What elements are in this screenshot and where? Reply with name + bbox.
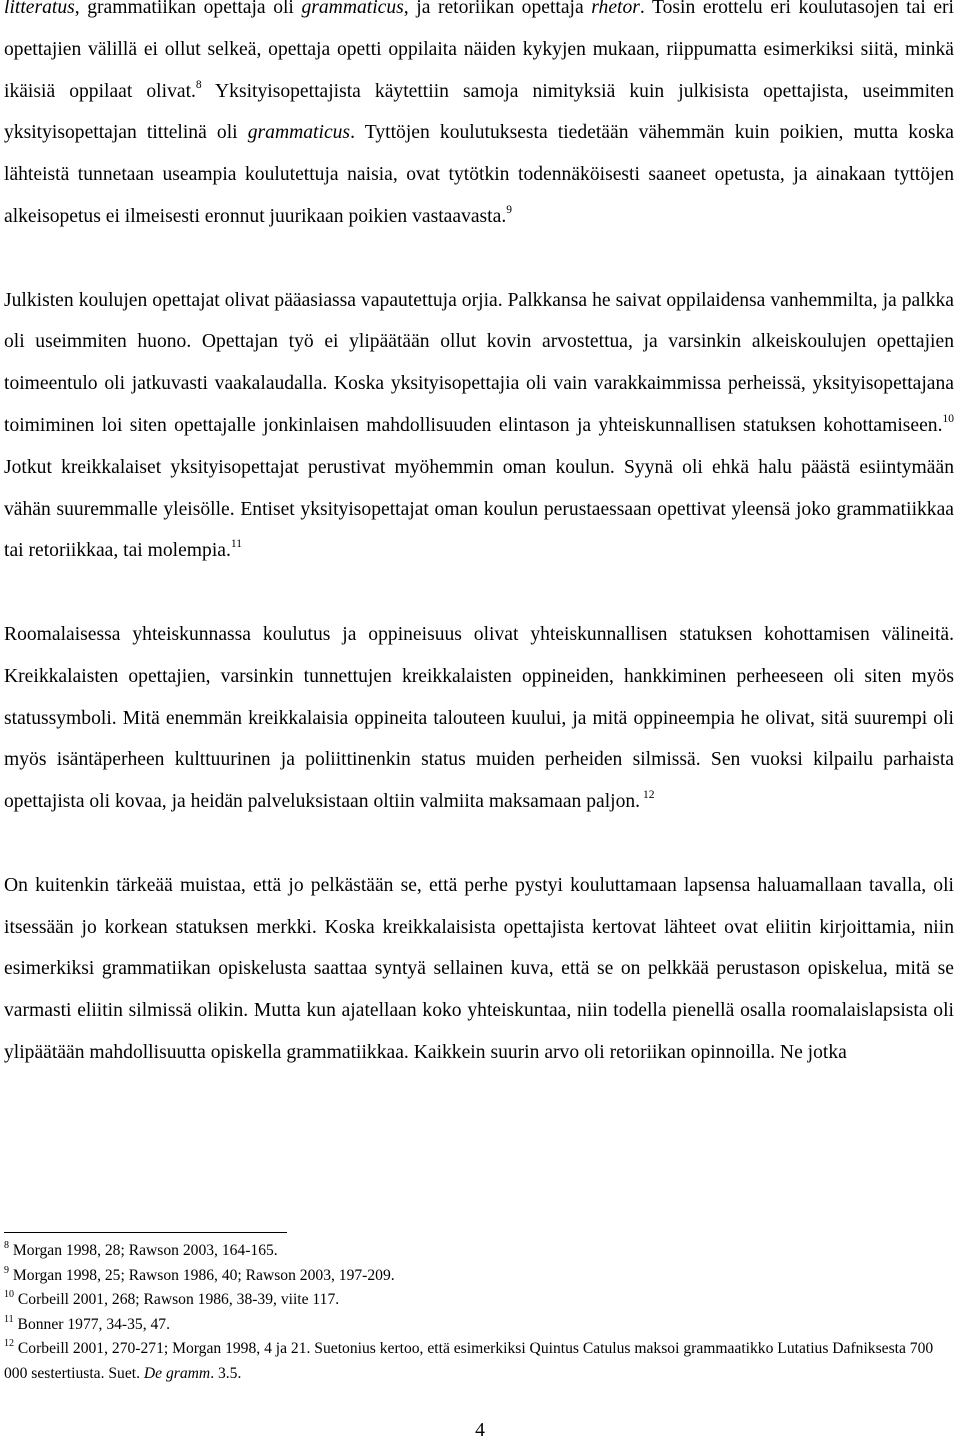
page-number: 4: [475, 1420, 485, 1441]
footnote-number: 9: [4, 1264, 9, 1276]
paragraph-2: [4, 280, 954, 573]
paragraph-text: , grammatiikan opettaja oli: [74, 0, 302, 18]
footnote-8: [4, 1239, 954, 1264]
footnote-number: 10: [4, 1289, 14, 1301]
footnote-text: Morgan 1998, 25; Rawson 1986, 40; Rawson 2003, 197-209.: [12, 1266, 395, 1284]
footnote-12: [4, 1337, 954, 1386]
footnote-text: . 3.5.: [210, 1364, 242, 1382]
footnote-number: 11: [4, 1313, 14, 1325]
footnote-11: [4, 1313, 954, 1338]
paragraph-italic-text: rhetor: [591, 0, 640, 18]
paragraph-italic-text: grammaticus: [247, 122, 351, 144]
footnote-10: [4, 1288, 954, 1313]
footnote-number: 8: [4, 1240, 9, 1251]
paragraph-text: . Tyttöjen koulutuksesta tiedetään vähemmän kuin poikien, mutta koska lähteistä tunnetaan useampia koulutettuja naisia, ovat tytötkin todennäköisesti saaneet opetusta, ja ainakaan tyttöjen alkeisopetus ei ilmeisesti eronnut juurikaan poikien vastaavasta.: [4, 122, 954, 227]
paragraph-text: . Tosin erottelu eri koulutasojen tai eri opettajien välillä ei ollut selkeä, opettaja opetti oppilaita näiden kykyjen mukaan, riippumatta esimerkiksi siitä, minkä ikäisiä oppilaat olivat.: [4, 0, 954, 102]
footnote-reference: 9: [506, 203, 512, 216]
paragraph-text: Jotkut kreikkalaiset yksityisopettajat perustivat myöhemmin oman koulun. Syynä oli ehkä halu päästä esiintymään vähän suuremmalle yleisölle. Entiset yksityisopettajat oman koulun perustaessaan opettivat yleensä joko grammatiikkaa tai retoriikkaa, tai molempia.: [4, 456, 954, 562]
paragraph-3: [4, 614, 954, 823]
footnote-reference: 10: [942, 412, 954, 425]
footnotes: [4, 1239, 954, 1387]
footnote-number: 12: [4, 1338, 14, 1350]
footnote-italic-text: De gramm: [143, 1364, 211, 1382]
paragraph-text: Yksityisopettajista käytettiin samoja nimityksiä kuin julkisista opettajista, useimmiten yksityisopettajan tittelinä oli: [4, 80, 954, 144]
footnote-reference: 11: [230, 538, 242, 551]
paragraph-text: On kuitenkin tärkeää muistaa, että jo pelkästään se, että perhe pystyi kouluttamaan lapsensa haluamallaan tavalla, oli itsessään jo korkean statuksen merkki. Koska kreikkalaisista opettajista kertovat lähteet ovat eliitin kirjoittamia, niin esimerkiksi grammatiikan opiskelusta saattaa syntyä sellainen kuva, että se on pelkkää perustason opiskelua, mitä se varmasti eliitin silmissä olikin. Mutta kun ajatellaan koko yhteiskuntaa, niin todella pienellä osalla roomalaislapsista oli ylipäätään mahdollisuutta opiskella grammatiikkaa. Kaikkein suurin arvo oli retoriikan opinnoilla. Ne jotka: [4, 874, 954, 1063]
paragraph-4: [4, 865, 954, 1074]
paragraph-italic-text: litteratus: [4, 0, 75, 18]
paragraph-italic-text: grammaticus: [301, 0, 404, 18]
footnote-text: Corbeill 2001, 268; Rawson 1986, 38-39, viite 117.: [17, 1291, 340, 1309]
footnote-text: Corbeill 2001, 270-271; Morgan 1998, 4 ja 21. Suetonius kertoo, että esimerkiksi Quintus Catulus maksoi grammaatikko Lutatius Dafniksesta 700 000 sestertiusta. Suet.: [4, 1340, 934, 1382]
paragraph-1: [4, 0, 954, 238]
paragraph-text: Julkisten koulujen opettajat olivat pääasiassa vapautettuja orjia. Palkkansa he saivat oppilaidensa vanhemmilta, ja palkka oli useimmiten huono. Opettajan työ ei ylipäätään ollut kovin arvostettua, ja varsinkin alkeiskoulujen opettajien toimeentulo oli jatkuvasti vaakalaudalla. Koska yksityisopettajia oli vain varakkaimmissa perheissä, yksityisopettajana toimiminen loi siten opettajalle jonkinlaisen mahdollisuuden elintason ja yhteiskunnallisen statuksen kohottamiseen.: [4, 289, 954, 436]
footnote-text: Morgan 1998, 28; Rawson 2003, 164-165.: [12, 1242, 278, 1259]
footnote-9: [4, 1264, 954, 1289]
footnote-reference: 12: [640, 789, 655, 802]
paragraph-text: Roomalaisessa yhteiskunnassa koulutus ja oppineisuus olivat yhteiskunnallisen statuksen kohottamisen välineitä. Kreikkalaisten opettajien, varsinkin tunnettujen kreikkalaisten oppineiden, hankkiminen perheeseen oli siten myös statussymboli. Mitä enemmän kreikkalaisia oppineita talouteen kuului, ja mitä oppineempia he olivat, sitä suurempi oli myös isäntäperheen kulttuurinen ja poliittinenkin status muiden perheiden silmissä. Sen vuoksi kilpailu parhaista opettajista oli kovaa, ja heidän palveluksistaan oltiin valmiita maksamaan paljon.: [4, 623, 954, 813]
footnote-separator: [4, 1232, 287, 1233]
footnote-reference: 8: [195, 78, 202, 91]
paragraph-text: , ja retoriikan opettaja: [403, 0, 592, 18]
footnote-text: Bonner 1977, 34-35, 47.: [17, 1315, 171, 1333]
